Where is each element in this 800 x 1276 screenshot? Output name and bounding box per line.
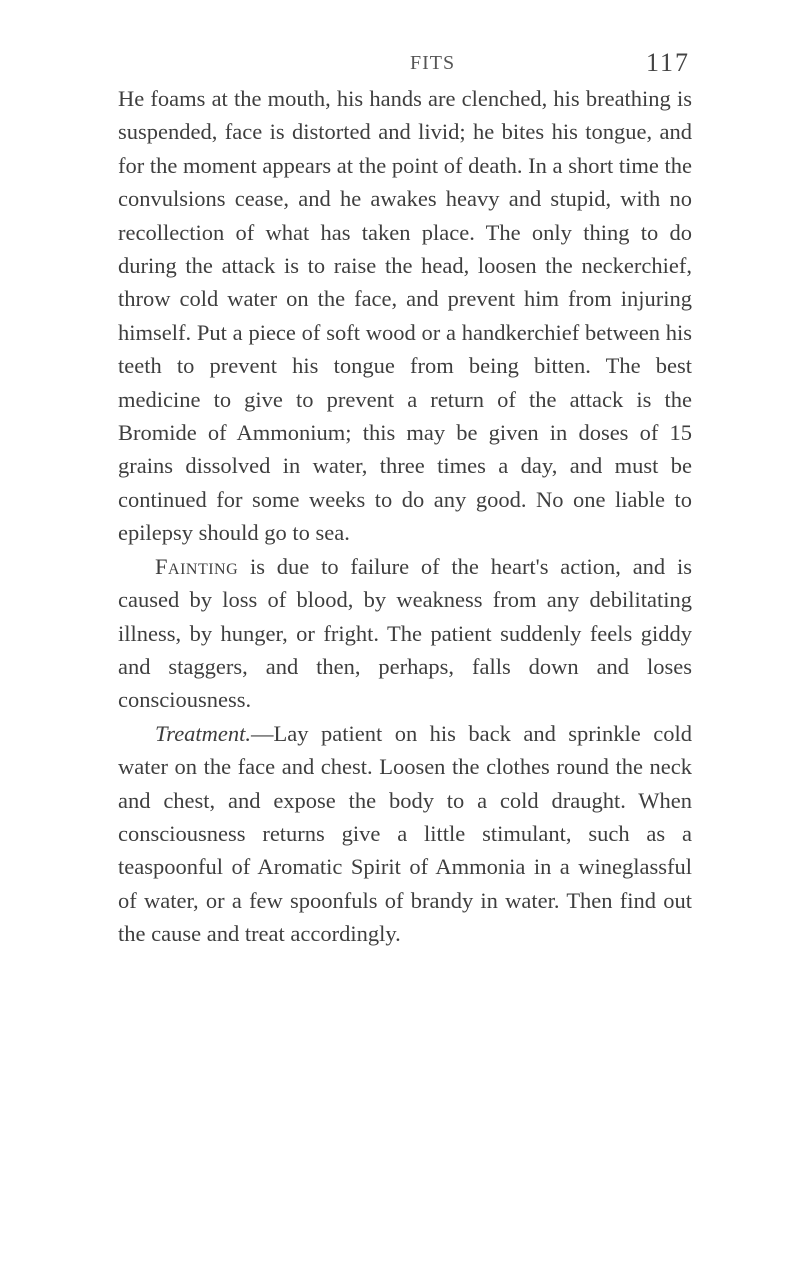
- body-text: [118, 82, 692, 951]
- paragraph-fainting: [118, 550, 692, 717]
- treatment-text: —Lay patient on his back and sprinkle cold water on the face and chest. Loosen the clothes round the neck and chest, and expose the body to a cold draught. When consciousness returns give a little stimulant, such as a teaspoonful of Aromatic Spirit of Ammonia in a wineglassful of water, or a few spoonfuls of brandy in water. Then find out the cause and treat accordingly.: [118, 720, 692, 947]
- paragraph-epilepsy: He foams at the mouth, his hands are clenched, his breathing is suspended, face is distorted and livid; he bites his tongue, and for the moment appears at the point of death. In a short time the convulsions cease, and he awakes heavy and stupid, with no recollection of what has taken place. The only thing to do during the attack is to raise the head, loosen the neckerchief, throw cold water on the face, and prevent him from injuring himself. Put a piece of soft wood or a handkerchief between his teeth to prevent his tongue from being bitten. The best medicine to give to prevent a return of the attack is the Bromide of Ammonium; this may be given in doses of 15 grains dissolved in water, three times a day, and must be continued for some weeks to do any good. No one liable to epilepsy should go to sea.: [118, 86, 692, 546]
- fainting-text: is due to failure of the heart's action, and is caused by loss of blood, by weakness from any debilitating illness, by hunger, or fright. The patient suddenly feels giddy and staggers, and then, perhaps, falls down and loses consciousness.: [118, 553, 692, 713]
- page-number: 117: [645, 48, 690, 77]
- running-head: [150, 48, 690, 82]
- fainting-heading: Fainting: [155, 553, 239, 579]
- chapter-title: FITS: [410, 52, 456, 74]
- paragraph-treatment: [118, 717, 692, 951]
- treatment-heading: Treatment.: [155, 720, 252, 746]
